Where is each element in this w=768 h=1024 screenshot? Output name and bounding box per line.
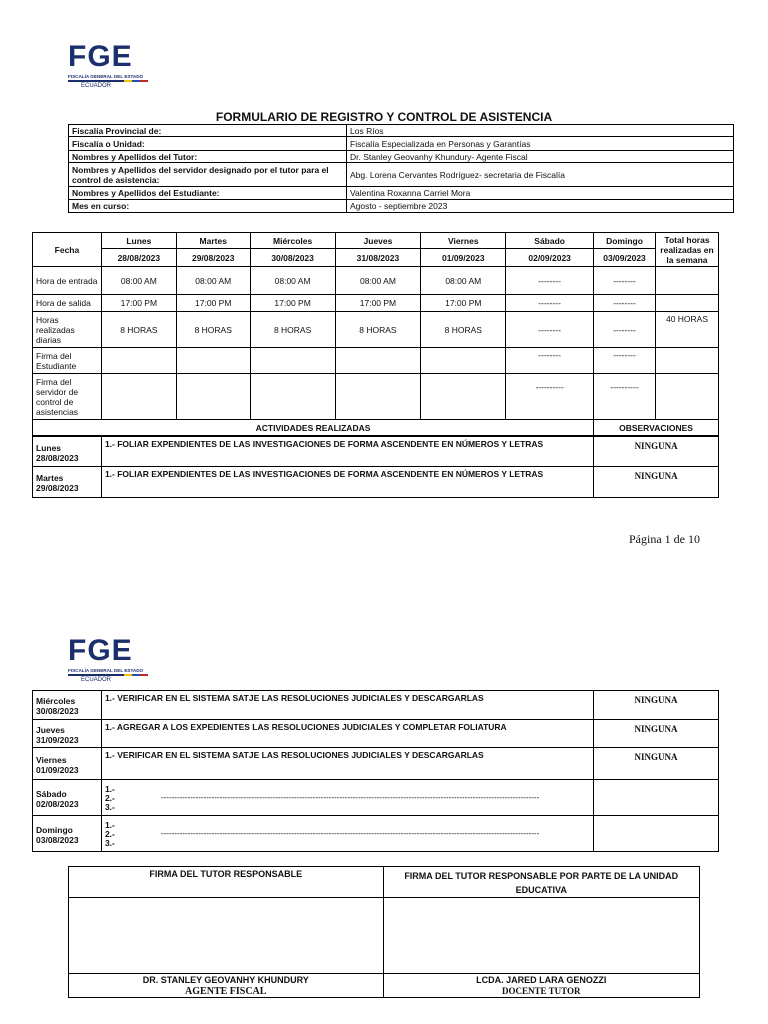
info-table bbox=[68, 124, 734, 213]
activity-day bbox=[33, 816, 102, 852]
logo-country: ECUADOR bbox=[80, 677, 111, 683]
table-row bbox=[33, 437, 719, 467]
tutor-role: AGENTE FISCAL bbox=[185, 985, 267, 997]
cell-total: 40 HORAS bbox=[655, 312, 718, 348]
day-date: 01/09/2023 bbox=[421, 249, 506, 267]
activity-text: 1.- VERIFICAR EN EL SISTEMA SATJE LAS RESOLUCIONES JUDICIALES Y DESCARGARLAS bbox=[101, 748, 593, 780]
day-name: Jueves bbox=[335, 233, 421, 249]
cell: 17:00 PM bbox=[101, 295, 176, 312]
activities-table-page1 bbox=[32, 436, 719, 498]
activity-day-name: Domingo bbox=[36, 824, 73, 835]
activity-day bbox=[33, 437, 102, 467]
tutor-signature-box bbox=[69, 898, 384, 974]
item-number: 3.- bbox=[104, 838, 115, 848]
cell: 8 HORAS bbox=[421, 312, 506, 348]
school-tutor-role: DOCENTE TUTOR bbox=[502, 985, 581, 996]
page-number: Página 1 de 10 bbox=[629, 532, 700, 546]
cell: 17:00 PM bbox=[421, 295, 506, 312]
table-row bbox=[33, 312, 719, 348]
activity-day bbox=[33, 748, 102, 780]
cell: -------- bbox=[506, 295, 594, 312]
cell: 08:00 AM bbox=[250, 267, 335, 295]
day-name: Viernes bbox=[421, 233, 506, 249]
school-tutor-signature-name bbox=[383, 974, 700, 998]
table-row bbox=[33, 467, 719, 498]
table-row bbox=[33, 691, 719, 720]
activity-day-date: 28/08/2023 bbox=[36, 452, 79, 463]
cell: -------- bbox=[506, 312, 594, 348]
cell-total bbox=[655, 267, 718, 295]
activity-day-date: 03/08/2023 bbox=[36, 834, 79, 845]
row-label: Hora de salida bbox=[33, 295, 102, 312]
info-label: Nombres y Apellidos del servidor designado por el tutor para el control de asistencia: bbox=[69, 163, 347, 187]
table-row bbox=[33, 720, 719, 748]
cell: ---------- bbox=[506, 374, 594, 420]
cell bbox=[335, 348, 421, 374]
fge-logo bbox=[68, 636, 152, 683]
activity-day-date: 31/09/2023 bbox=[36, 734, 79, 745]
activity-day-name: Viernes bbox=[36, 754, 67, 765]
activities-table-page2 bbox=[32, 690, 719, 852]
logo-subtitle: FISCALÍA GENERAL DEL ESTADO bbox=[68, 74, 144, 79]
item-number: 1.- bbox=[104, 784, 115, 794]
cell bbox=[421, 348, 506, 374]
info-value: Abg. Lorena Cervantes Rodríguez- secretaria de Fiscalía bbox=[347, 163, 734, 187]
row-label: Horas realizadas diarias bbox=[33, 312, 102, 348]
school-tutor-name: LCDA. JARED LARA GENOZZI bbox=[476, 974, 607, 985]
total-header: Total horas realizadas en la semana bbox=[655, 233, 718, 267]
cell bbox=[101, 374, 176, 420]
day-date: 28/08/2023 bbox=[101, 249, 176, 267]
cell: -------- bbox=[594, 267, 656, 295]
info-label: Fiscalía o Unidad: bbox=[69, 137, 347, 151]
observations-header: OBSERVACIONES bbox=[594, 420, 719, 436]
cell-total bbox=[655, 295, 718, 312]
cell bbox=[250, 374, 335, 420]
day-date: 30/08/2023 bbox=[250, 249, 335, 267]
day-name: Sábado bbox=[506, 233, 594, 249]
logo-country: ECUADOR bbox=[80, 83, 111, 89]
cell: ---------- bbox=[594, 374, 656, 420]
info-value: Fiscalía Especializada en Personas y Garantías bbox=[347, 137, 734, 151]
activity-observation: NINGUNA bbox=[594, 691, 719, 720]
info-value: Valentina Roxanna Carriel Mora bbox=[347, 187, 734, 200]
logo-text: FGE bbox=[68, 634, 133, 667]
table-row bbox=[33, 816, 719, 852]
activity-observation: NINGUNA bbox=[594, 720, 719, 748]
cell: 17:00 PM bbox=[335, 295, 421, 312]
info-label: Fiscalía Provincial de: bbox=[69, 125, 347, 137]
cell: 17:00 PM bbox=[250, 295, 335, 312]
info-value: Los Ríos bbox=[347, 125, 734, 137]
activity-day-date: 01/09/2023 bbox=[36, 764, 79, 775]
info-label: Nombres y Apellidos del Estudiante: bbox=[69, 187, 347, 200]
fge-logo bbox=[68, 42, 152, 89]
table-row bbox=[33, 348, 719, 374]
cell: 8 HORAS bbox=[101, 312, 176, 348]
activity-day-name: Miércoles bbox=[36, 696, 76, 706]
logo-flag-bar bbox=[68, 80, 148, 82]
activity-day-date: 02/08/2023 bbox=[36, 798, 79, 809]
cell: 08:00 AM bbox=[176, 267, 250, 295]
activity-observation: NINGUNA bbox=[594, 437, 719, 467]
tutor-name: DR. STANLEY GEOVANHY KHUNDURY bbox=[142, 974, 309, 985]
day-name: Miércoles bbox=[250, 233, 335, 249]
info-label: Nombres y Apellidos del Tutor: bbox=[69, 151, 347, 163]
cell bbox=[421, 374, 506, 420]
day-date: 03/09/2023 bbox=[594, 249, 656, 267]
school-tutor-signature-header: FIRMA DEL TUTOR RESPONSABLE POR PARTE DE LA UNIDAD EDUCATIVA bbox=[383, 867, 700, 898]
day-date: 31/08/2023 bbox=[335, 249, 421, 267]
activity-day-name: Jueves bbox=[36, 724, 65, 735]
blank-line: ---------------------------------------------------------------------------------------------------------------------------------------------- bbox=[160, 793, 540, 802]
activities-header: ACTIVIDADES REALIZADAS bbox=[33, 420, 594, 436]
item-number: 2.- bbox=[104, 793, 115, 803]
cell: 17:00 PM bbox=[176, 295, 250, 312]
cell: 8 HORAS bbox=[176, 312, 250, 348]
activity-day-date: 29/08/2023 bbox=[36, 483, 79, 493]
day-date: 29/08/2023 bbox=[176, 249, 250, 267]
activity-day-name: Martes bbox=[36, 473, 64, 483]
activity-observation: NINGUNA bbox=[594, 467, 719, 498]
activity-text: 1.- FOLIAR EXPENDIENTES DE LAS INVESTIGACIONES DE FORMA ASCENDENTE EN NÚMEROS Y LETRAS bbox=[101, 467, 593, 498]
cell: 08:00 AM bbox=[335, 267, 421, 295]
activity-observation bbox=[594, 816, 719, 852]
item-number: 2.- bbox=[104, 829, 115, 839]
cell: 8 HORAS bbox=[335, 312, 421, 348]
activity-text: 1.- AGREGAR A LOS EXPEDIENTES LAS RESOLUCIONES JUDICIALES Y COMPLETAR FOLIATURA bbox=[101, 720, 593, 748]
logo-subtitle: FISCALÍA GENERAL DEL ESTADO bbox=[68, 668, 144, 673]
info-label: Mes en curso: bbox=[69, 200, 347, 213]
day-name: Martes bbox=[176, 233, 250, 249]
activity-text bbox=[101, 780, 593, 816]
day-name: Domingo bbox=[594, 233, 656, 249]
activity-day bbox=[33, 467, 102, 498]
cell-total bbox=[655, 374, 718, 420]
logo-text: FGE bbox=[68, 40, 133, 73]
cell bbox=[335, 374, 421, 420]
activity-text bbox=[101, 816, 593, 852]
attendance-table bbox=[32, 232, 719, 436]
table-row bbox=[33, 780, 719, 816]
form-title: FORMULARIO DE REGISTRO Y CONTROL DE ASISTENCIA bbox=[215, 110, 553, 124]
fecha-header: Fecha bbox=[33, 233, 102, 267]
cell bbox=[101, 348, 176, 374]
row-label: Firma del servidor de control de asistencias bbox=[33, 374, 102, 420]
activity-text: 1.- FOLIAR EXPENDIENTES DE LAS INVESTIGACIONES DE FORMA ASCENDENTE EN NÚMEROS Y LETRAS bbox=[101, 437, 593, 467]
school-tutor-signature-box bbox=[383, 898, 700, 974]
activity-day bbox=[33, 720, 102, 748]
row-label: Hora de entrada bbox=[33, 267, 102, 295]
table-row bbox=[33, 295, 719, 312]
cell: 08:00 AM bbox=[421, 267, 506, 295]
activity-day bbox=[33, 691, 102, 720]
logo-flag-bar bbox=[68, 674, 148, 676]
tutor-signature-name bbox=[69, 974, 384, 998]
activity-day-name: Sábado bbox=[36, 788, 67, 799]
activity-day-date: 30/08/2023 bbox=[36, 706, 79, 716]
info-value: Dr. Stanley Geovanhy Khundury- Agente Fiscal bbox=[347, 151, 734, 163]
cell-total bbox=[655, 348, 718, 374]
cell: -------- bbox=[594, 348, 656, 374]
tutor-signature-header: FIRMA DEL TUTOR RESPONSABLE bbox=[69, 867, 384, 898]
cell bbox=[250, 348, 335, 374]
blank-line: ---------------------------------------------------------------------------------------------------------------------------------------------- bbox=[160, 829, 540, 838]
cell: 8 HORAS bbox=[250, 312, 335, 348]
activity-day bbox=[33, 780, 102, 816]
info-value: Agosto - septiembre 2023 bbox=[347, 200, 734, 213]
row-label: Firma del Estudiante bbox=[33, 348, 102, 374]
table-row bbox=[33, 748, 719, 780]
item-number: 1.- bbox=[104, 820, 115, 830]
cell: -------- bbox=[506, 267, 594, 295]
cell: -------- bbox=[594, 312, 656, 348]
signature-table bbox=[68, 866, 700, 998]
cell bbox=[176, 348, 250, 374]
table-row bbox=[33, 267, 719, 295]
activity-day-name: Lunes bbox=[36, 442, 62, 453]
activity-observation bbox=[594, 780, 719, 816]
table-row bbox=[33, 374, 719, 420]
activity-observation: NINGUNA bbox=[594, 748, 719, 780]
item-number: 3.- bbox=[104, 802, 115, 812]
cell: 08:00 AM bbox=[101, 267, 176, 295]
activity-text: 1.- VERIFICAR EN EL SISTEMA SATJE LAS RESOLUCIONES JUDICIALES Y DESCARGARLAS bbox=[101, 691, 593, 720]
cell: -------- bbox=[594, 295, 656, 312]
cell bbox=[176, 374, 250, 420]
day-name: Lunes bbox=[101, 233, 176, 249]
cell: -------- bbox=[506, 348, 594, 374]
day-date: 02/09/2023 bbox=[506, 249, 594, 267]
